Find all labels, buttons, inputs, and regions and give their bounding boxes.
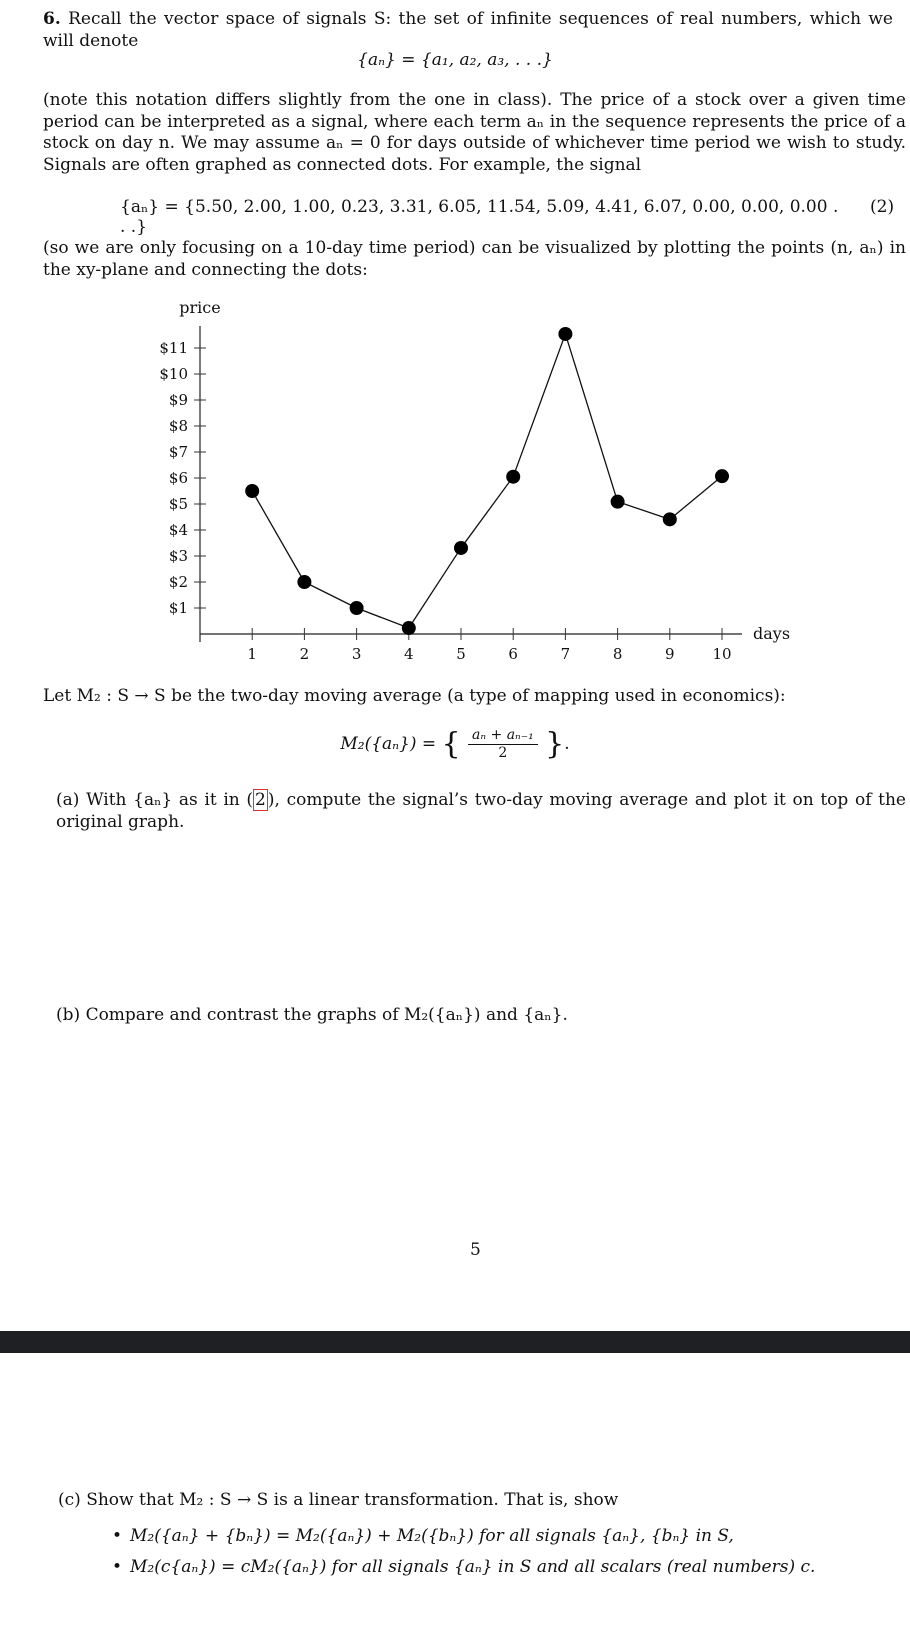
- series-segment: [670, 476, 722, 519]
- series-segment: [304, 582, 356, 608]
- y-tick-label: $10: [159, 365, 188, 383]
- series-segment: [252, 491, 304, 582]
- part-b-label: (b): [56, 1005, 81, 1025]
- y-tick-label: $3: [168, 547, 188, 565]
- y-tick-label: $4: [168, 521, 188, 539]
- formula-lhs: M₂({aₙ}) =: [340, 734, 437, 754]
- x-tick-label: 5: [456, 645, 466, 663]
- equation-number: (2): [870, 197, 895, 217]
- let-statement: Let M₂ : S → S be the two-day moving average (a type of mapping used in economics):: [43, 686, 786, 706]
- part-c-text: Show that M₂ : S → S is a linear transformation. That is, show: [86, 1490, 619, 1510]
- y-tick-label: $6: [168, 469, 188, 487]
- paragraph-1: (note this notation differs slightly from the one in class). The price of a stock over a given time period can be interpreted as a signal, where each term aₙ in the sequence represents the price of a stock on day n. We may assume aₙ = 0 for days outside of whichever time period we wish to study. Signals are often graphed as connected dots. For example, the signal: [43, 90, 906, 175]
- price-chart: [0, 290, 910, 670]
- page-number: 5: [470, 1240, 481, 1260]
- x-tick-label: 6: [508, 645, 518, 663]
- series-segment: [513, 334, 565, 477]
- part-c: [58, 1490, 898, 1510]
- part-b-text: Compare and contrast the graphs of M₂({aₙ}) and {aₙ}.: [85, 1005, 568, 1025]
- paragraph-2: (so we are only focusing on a 10-day time period) can be visualized by plotting the points (n, aₙ) in the xy-plane and connecting the dots:: [43, 238, 906, 280]
- x-tick-label: 7: [560, 645, 571, 663]
- intro-text: Recall the vector space of signals S: the set of infinite sequences of real numbers, which we will denote: [43, 9, 893, 51]
- y-tick-label: $5: [168, 495, 188, 513]
- x-tick-label: 4: [404, 645, 414, 663]
- moving-average-formula: M₂({aₙ}) = { $\frac{\text{aₙ + aₙ₋₁}}{2}$ }.: [340, 726, 570, 762]
- x-tick-label: 2: [299, 645, 310, 663]
- series-segment: [409, 548, 461, 628]
- formula-denominator: 2: [498, 745, 508, 761]
- x-tick-label: 9: [665, 645, 675, 663]
- right-brace: }: [545, 726, 565, 762]
- series-segment: [461, 477, 513, 548]
- data-point: [506, 470, 520, 484]
- series-segment: [565, 334, 617, 502]
- data-point: [558, 327, 572, 341]
- data-point: [611, 495, 625, 509]
- linearity-conditions: [130, 1521, 900, 1583]
- left-brace: {: [441, 726, 461, 762]
- y-tick-label: $1: [168, 599, 188, 617]
- y-tick-label: $11: [159, 339, 188, 357]
- data-point: [297, 575, 311, 589]
- part-a-text-post: , compute the signal’s two-day moving average and plot it on top of the original graph.: [56, 790, 906, 832]
- part-b: [56, 1005, 906, 1025]
- data-point: [402, 621, 416, 635]
- data-point: [454, 541, 468, 555]
- x-tick-label: 1: [247, 645, 257, 663]
- x-tick-label: 8: [612, 645, 623, 663]
- data-point: [350, 601, 364, 615]
- part-a-text-pre: With {aₙ} as it in: [86, 790, 240, 810]
- data-point: [715, 469, 729, 483]
- y-tick-label: $9: [168, 391, 188, 409]
- data-point: [663, 512, 677, 526]
- series-segment: [618, 502, 670, 520]
- y-tick-label: $7: [168, 443, 188, 461]
- y-axis-label: price: [179, 298, 221, 317]
- x-tick-label: 10: [712, 645, 732, 663]
- example-signal: {aₙ} = {5.50, 2.00, 1.00, 0.23, 3.31, 6.05, 11.54, 5.09, 4.41, 6.07, 0.00, 0.00, 0.00 . . .}: [120, 197, 839, 237]
- y-tick-label: $2: [168, 573, 188, 591]
- formula-numerator: aₙ + aₙ₋₁: [468, 727, 538, 745]
- x-tick-label: 3: [351, 645, 362, 663]
- page-break-bar: [0, 1331, 910, 1353]
- data-point: [245, 484, 259, 498]
- bullet-additivity: • M₂({aₙ} + {bₙ}) = M₂({aₙ}) + M₂({bₙ}) for all signals {aₙ}, {bₙ} in S,: [130, 1521, 900, 1552]
- problem-intro: [43, 9, 893, 52]
- x-axis-label: days: [753, 624, 791, 643]
- problem-number: 6.: [43, 9, 61, 29]
- bullet-homogeneity: • M₂(c{aₙ}) = cM₂({aₙ}) for all signals {aₙ} in S and all scalars (real numbers) c.: [130, 1552, 900, 1583]
- part-a-label: (a): [56, 790, 80, 810]
- series-segment: [357, 608, 409, 628]
- part-c-label: (c): [58, 1490, 81, 1510]
- part-a: (a) With {aₙ} as it in ( 2 ), compute the signal’s two-day moving average and plot it on top of the original graph.: [56, 790, 906, 832]
- formula-fraction: [468, 727, 538, 762]
- y-tick-label: $8: [168, 417, 188, 435]
- sequence-definition: {aₙ} = {a₁, a₂, a₃, . . .}: [357, 50, 553, 70]
- equation-reference-link[interactable]: 2: [255, 790, 266, 810]
